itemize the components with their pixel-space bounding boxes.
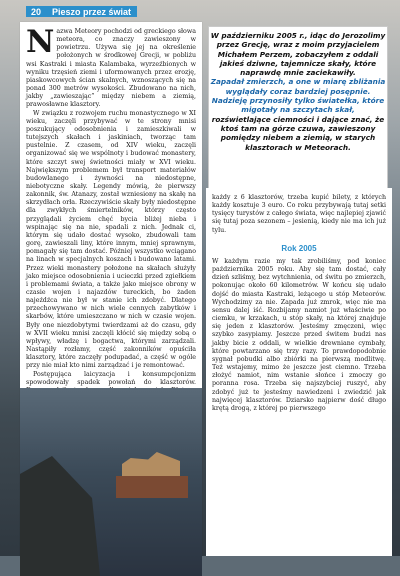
quote-intro: W październiku 2005 r., idąc do Jerozolimy przez Grecję, wraz z moim przyjacielem Michałem Perzem, zobaczyłem z oddali jakieś dziwne, tajemnicze skały, które naprawdę mnie zaciekawiły.: [210, 31, 386, 78]
quote-middle: Zapadał zmierzch, a one w miarę zbliżania wyglądały coraz bardziej posępnie. Nadzieję przynosiły tylko światełka, które migotały na szczytach skał,: [210, 77, 386, 115]
pull-quote: [208, 26, 388, 192]
year-heading: Rok 2005: [281, 244, 317, 253]
monastery-roofs: [116, 476, 188, 498]
right-column: [206, 188, 392, 556]
page-header: [0, 0, 400, 22]
drop-cap: N: [26, 24, 55, 60]
paragraph-3: Postępująca laicyzacja i konsumpcjonizm spowodowały spadek powołań do klasztorów.: [26, 370, 196, 386]
paragraph-1-text: azwa Meteory pochodzi od greckiego słowa meteora, co znaczy zawieszony w powietrzu. Używa się jej na określenie położonych w środkowej Grecji, w pobliżu wsi Kastraki i miasta Kalambaka, wyrzeźbionych w wyniku trzęsień ziemi i uformowanych przez erozję, piaskowcowych ścian skalnych, wznoszących się na ponad 300 metrów wysokości. Zbudowano na nich, jakby „zawieszając” między niebem a ziemią, prawosławne klasztory.: [26, 28, 196, 109]
monastery-photo: [20, 388, 202, 576]
section-title: Pieszo przez świat: [46, 6, 137, 17]
left-column: [20, 22, 202, 556]
right-body-text: W każdym razie my tak zrobiliśmy, pod koniec października 2005 roku. Aby się tam dostać, cały dzień szliśmy, bez wytchnienia, od świtu po zmierzch, pokonując około 60 kilometrów. W końcu się udało dojść do miasta Kastraki, leżącego u stóp Meteorów. Wychodzimy za nie. Zapada już zmrok, więc nie ma sensu dalej iść. Rozbijamy namiot już właściwie po ciemku, w krzakach, u stóp skały, na której znajduje się jeden z klasztorów. Jesteśmy zmęczeni, więc szybko zasypiamy. Jeszcze przed świtem budzi nas jakby bicie z oddali, w wielkie drewniane cymbały, które powtarzano się trzy razy. To prawdopodobnie sygnał pobudki albo zbiórki na pierwszą modlitwę. Też wstajemy, mimo że jeszcze jest ciemno. Trzeba złożyć namiot, nim wstanie słońce i zmoczy go poranna rosa. Trzeba się najszybciej ruszyć, aby zdobyć już te jesteśmy nawiedzeni i zwiedzić jak najwięcej klasztorów. Dziarsko najpierw dość długo krętą drogą, z której po pierwszego: [212, 258, 386, 412]
right-top-text: każdy z 6 klasztorów, trzeba kupić bilety, z których każdy kosztuje 3 euro. Co roku przybywają tutaj setki tysięcy turystów z całego świata, więc najlepiej zjawić się tutaj poza sezonem – jesienią, kiedy nie ma ich już tylu.: [212, 194, 386, 234]
quote-end: rozświetlające ciemności i dające znać, że ktoś tam na górze czuwa, zawieszony pomiędzy niebem a ziemią, w starych klasztorach w Meteorach.: [211, 114, 385, 152]
rock-shape: [20, 456, 100, 576]
paragraph-2: W związku z rozwojem ruchu monastycznego w XI wieku, zaczęli przybywać w te strony mnisi poszukujący odosobnienia i zamieszkiwali w tutejszych skałach i jaskiniach, tworząc tam pustelnie. Z czasem, od XIV wieku, zaczęli organizować się we wspólnoty i budować monastery, które szczyt swej świetności miały w XVI wieku. Największym problemem był transport materiałów budowlanego i żywności na niedostępne, niebotyczne skały. Legendy mówią, że pierwszy zakonnik, św. Atanazy, został wzniesiony na skałę na skrzydłach orła. Rzeczywiście skały były niedostępne dla zwykłych śmiertelników, którzy często przyglądali życiem chęć bycia bliżej nieba i wspinając się na nie, spadali z nich. Jednak ci, którym się udało dostać wysoko, zbudowali tam gorę, zawieszali liny, które innym, mniej sprawnym, pomagały się tam dostać. Później wszystko wciągano na linach w specjalnych koszach i budowano latami. Przez wieki monastery położone na skałach służyły jako miejsce odosobnienia i ucieczki przed zgiełkiem i problemami świata, a także jako miejsce obrony w czasie wojen i najazdów tureckich, bo żaden najeźdźca nie był w stanie ich zdobyć. Dlatego przechowywano w nich wiele cennych zabytków i skarbów, które umieszczano w nich w czasie wojen. Były one niezdobytymi twierdzami aż do czasu, gdy w XVII wieku mnisi zaczęli kłócić się między sobą o wpływy, władzę i bogactwa, którymi zarządzali. Nastąpiły rozłamy, część zakonników opuściła klasztory, które zaczęły podupadać, a część w ogóle przy nie miał kto nimi zarządzać i je remontować.: [26, 109, 196, 370]
article-text: [26, 24, 196, 388]
paragraph-1: [26, 24, 196, 110]
page-number: 20: [26, 6, 46, 17]
